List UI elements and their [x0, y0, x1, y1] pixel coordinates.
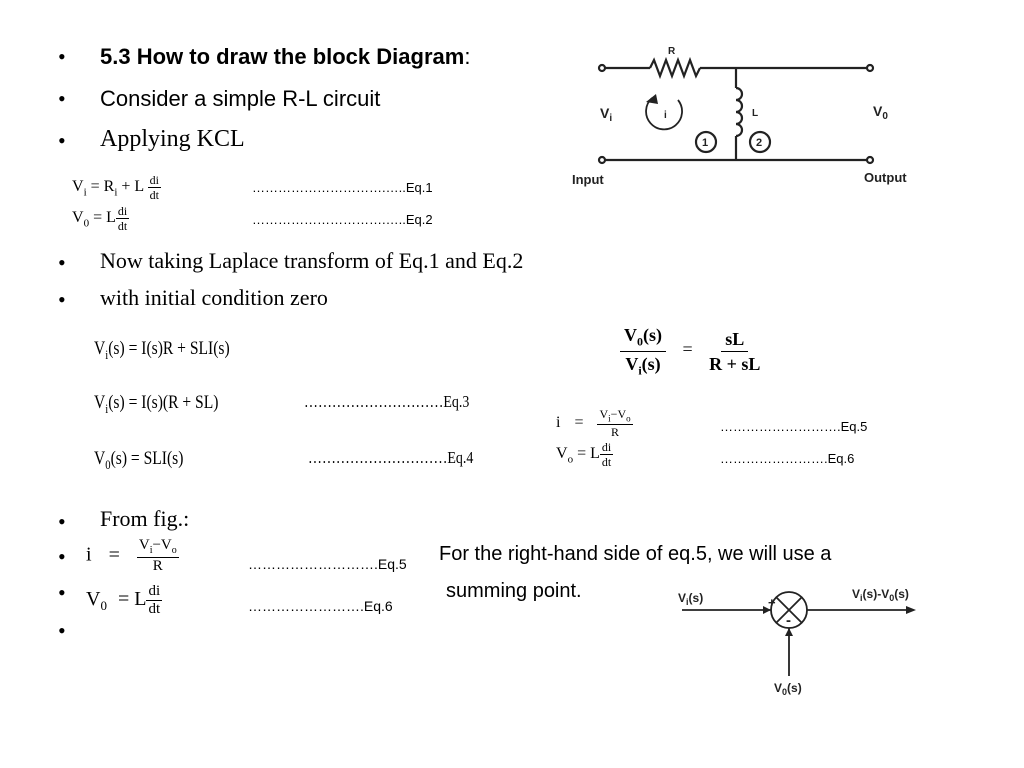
right-i-fraction: [597, 408, 632, 438]
eq1-lhs-sub: i: [83, 186, 87, 199]
bottom-i-den: R: [152, 558, 163, 574]
tf-equals: =: [682, 339, 693, 360]
right-eq6: [556, 441, 613, 468]
eq2-lhs: V: [72, 209, 84, 227]
summing-explanation-line1: For the right-hand side of eq.5, we will use a: [439, 543, 832, 565]
laplace-eq-c: [94, 448, 183, 473]
eq2-fraction: [116, 205, 129, 232]
output-label: Output: [864, 170, 907, 185]
right-i-num-sub2: o: [626, 413, 631, 424]
right-i-num-sub1: i: [608, 413, 611, 424]
right-i-lhs: i: [556, 413, 561, 431]
bottom-i-lhs: i: [86, 543, 92, 566]
bottom-v-sub: 0: [100, 598, 107, 614]
rl-circuit-diagram: [560, 38, 930, 198]
resistor-label: R: [668, 46, 676, 57]
eq1-frac-den: dt: [149, 188, 159, 202]
consider-text: Consider a simple R-L circuit: [100, 86, 381, 111]
bottom-v-num: di: [148, 583, 161, 599]
heading-bullet: [100, 44, 470, 70]
bottom-i-eq: =: [108, 543, 120, 566]
summing-feedback-label: [774, 681, 802, 697]
tf-left-fraction: [620, 326, 666, 376]
right-i-eq: =: [574, 413, 584, 431]
bullet-dot: •: [58, 44, 66, 69]
sp-in-sub: i: [686, 597, 689, 607]
from-fig-text: From fig.:: [100, 506, 190, 531]
right-i-den: R: [611, 425, 620, 440]
output-arrowhead-icon: [906, 606, 916, 614]
resistor-symbol: [650, 60, 700, 76]
laplace-eq-a: [94, 338, 230, 363]
bottom-i-num-minus: −V: [152, 537, 172, 553]
eq2-tag: ………………………….…..Eq.2: [252, 212, 433, 227]
sp-fb-sub: 0: [782, 687, 788, 697]
eq-c-lhs: V: [94, 448, 106, 469]
sp-out-sub1: i: [860, 593, 863, 603]
summing-input-label: [678, 591, 703, 607]
eq-b-lhs: V: [94, 392, 106, 413]
equation-2: [72, 205, 129, 232]
bullet-dot: •: [58, 287, 66, 312]
applying-kcl-text: Applying KCL: [100, 126, 245, 152]
bottom-i-fraction: [137, 538, 179, 574]
sp-out-v: V: [852, 587, 861, 601]
bottom-v-den: dt: [148, 601, 161, 617]
laplace-text: Now taking Laplace transform of Eq.1 and Eq.2: [100, 248, 524, 273]
terminal-top-left: [599, 65, 605, 71]
laplace-eq-b: [94, 392, 218, 417]
tf-rhs-den: R + sL: [709, 353, 761, 374]
summing-output-label: [852, 587, 909, 603]
eq4-tag: …………………………Eq.4: [308, 448, 474, 467]
vi-label-sub: i: [609, 113, 613, 124]
initial-condition-text: with initial condition zero: [100, 285, 328, 310]
terminal-bottom-right: [867, 157, 873, 163]
tf-num-s: (s): [643, 325, 662, 345]
sp-in-s: (s): [688, 591, 704, 605]
eq-c-rhs: (s) = SLI(s): [110, 448, 184, 469]
right-i-num: [597, 408, 632, 425]
eq2-mid: = L: [93, 209, 116, 227]
eq2-lhs-sub: 0: [83, 217, 90, 230]
eq1-frac-num: di: [149, 173, 159, 187]
tf-den-sub: i: [638, 363, 642, 378]
sp-out-sub2: 0: [889, 593, 895, 603]
eq1-mid-sub: i: [114, 186, 118, 199]
terminal-top-right: [867, 65, 873, 71]
current-label: i: [664, 110, 667, 121]
bottom-v-mid: = L: [117, 588, 147, 611]
bottom-eq6-tag: …………………….Eq.6: [248, 598, 393, 614]
right-v-mid: = L: [577, 445, 600, 463]
eq-b-sub: i: [105, 400, 109, 416]
v0-label-sub: 0: [882, 111, 888, 122]
bullet-dot: •: [58, 250, 66, 275]
bullet-dot: •: [58, 86, 66, 111]
bullet-dot: •: [58, 580, 66, 605]
sp-in-v: V: [678, 591, 687, 605]
tf-right-fraction: [709, 330, 760, 373]
v0-label: [873, 103, 888, 122]
right-i-num-v: V: [599, 407, 609, 421]
right-v-sub: o: [567, 453, 574, 466]
eq1-mid: = R: [90, 178, 115, 196]
bottom-i-num-v: V: [138, 537, 150, 553]
sp-out-mid: (s)-V: [862, 587, 890, 601]
plus-sign: +: [768, 595, 776, 610]
transfer-function: [620, 326, 760, 376]
right-eq5: [556, 408, 633, 438]
terminal-bottom-left: [599, 157, 605, 163]
bottom-eq5: [86, 538, 179, 574]
eq-b-rhs: (s) = I(s)(R + SL): [108, 392, 219, 413]
eq-a-sub: i: [105, 346, 109, 362]
loop-1-label: 1: [702, 137, 709, 149]
right-i-num-minus: −V: [610, 407, 627, 421]
tf-den-v: V: [625, 353, 639, 374]
bottom-v-lhs: V: [86, 588, 101, 611]
sp-fb-s: (s): [787, 681, 802, 695]
eq3-tag: …………………………Eq.3: [304, 392, 470, 411]
vi-label: [600, 105, 612, 124]
bullet-dot: •: [58, 128, 66, 153]
minus-sign: -: [786, 612, 791, 629]
heading-colon: :: [464, 44, 471, 69]
bottom-i-num-sub2: o: [171, 545, 177, 556]
inductor-label: L: [752, 108, 759, 119]
bullet-dot: •: [58, 544, 66, 569]
equation-1: [72, 174, 161, 201]
v0-label-v: V: [873, 103, 883, 119]
bullet-dot: •: [58, 509, 66, 534]
eq2-frac-den: dt: [117, 219, 128, 233]
feedback-arrowhead-icon: [785, 628, 793, 636]
eq1-plus: + L: [121, 178, 144, 196]
eq-a-lhs: V: [94, 338, 106, 359]
input-label: Input: [572, 172, 604, 187]
bullet-dot: •: [58, 618, 66, 643]
tf-num: [620, 326, 666, 352]
right-v-lhs: V: [556, 445, 568, 463]
eq1-lhs: V: [72, 178, 84, 196]
bottom-i-num-sub1: i: [149, 545, 153, 556]
tf-den: [625, 352, 660, 377]
eq1-tag: ………………………….…..Eq.1: [252, 180, 433, 195]
loop-2-label: 2: [756, 137, 763, 149]
sp-out-s: (s): [894, 587, 909, 601]
vi-label-v: V: [600, 105, 610, 121]
bottom-i-num: [137, 538, 179, 558]
tf-num-v: V: [624, 325, 637, 345]
tf-num-sub: 0: [637, 334, 643, 349]
bottom-eq5-tag: ……………………….Eq.5: [248, 556, 407, 572]
bottom-v-fraction: [146, 584, 162, 617]
eq2-frac-num: di: [117, 204, 128, 218]
eq-c-sub: 0: [105, 456, 111, 472]
summing-explanation-line2: summing point.: [446, 580, 582, 602]
sp-fb-v: V: [774, 681, 783, 695]
inductor-symbol: [736, 88, 742, 136]
right-v-fraction: [600, 441, 613, 468]
right-v-num: di: [601, 440, 612, 454]
right-v-den: dt: [601, 455, 612, 469]
tf-den-s: (s): [641, 353, 661, 374]
summing-point-diagram: [674, 584, 934, 700]
bottom-eq6: [86, 584, 162, 617]
tf-rhs-num: sL: [721, 330, 748, 352]
right-eq5-tag: ……………………….Eq.5: [720, 419, 868, 434]
right-eq6-tag: …………………….Eq.6: [720, 451, 855, 466]
eq1-fraction: [148, 174, 161, 201]
section-heading: 5.3 How to draw the block Diagram: [100, 44, 465, 69]
eq-a-rhs: (s) = I(s)R + SLI(s): [108, 338, 230, 359]
